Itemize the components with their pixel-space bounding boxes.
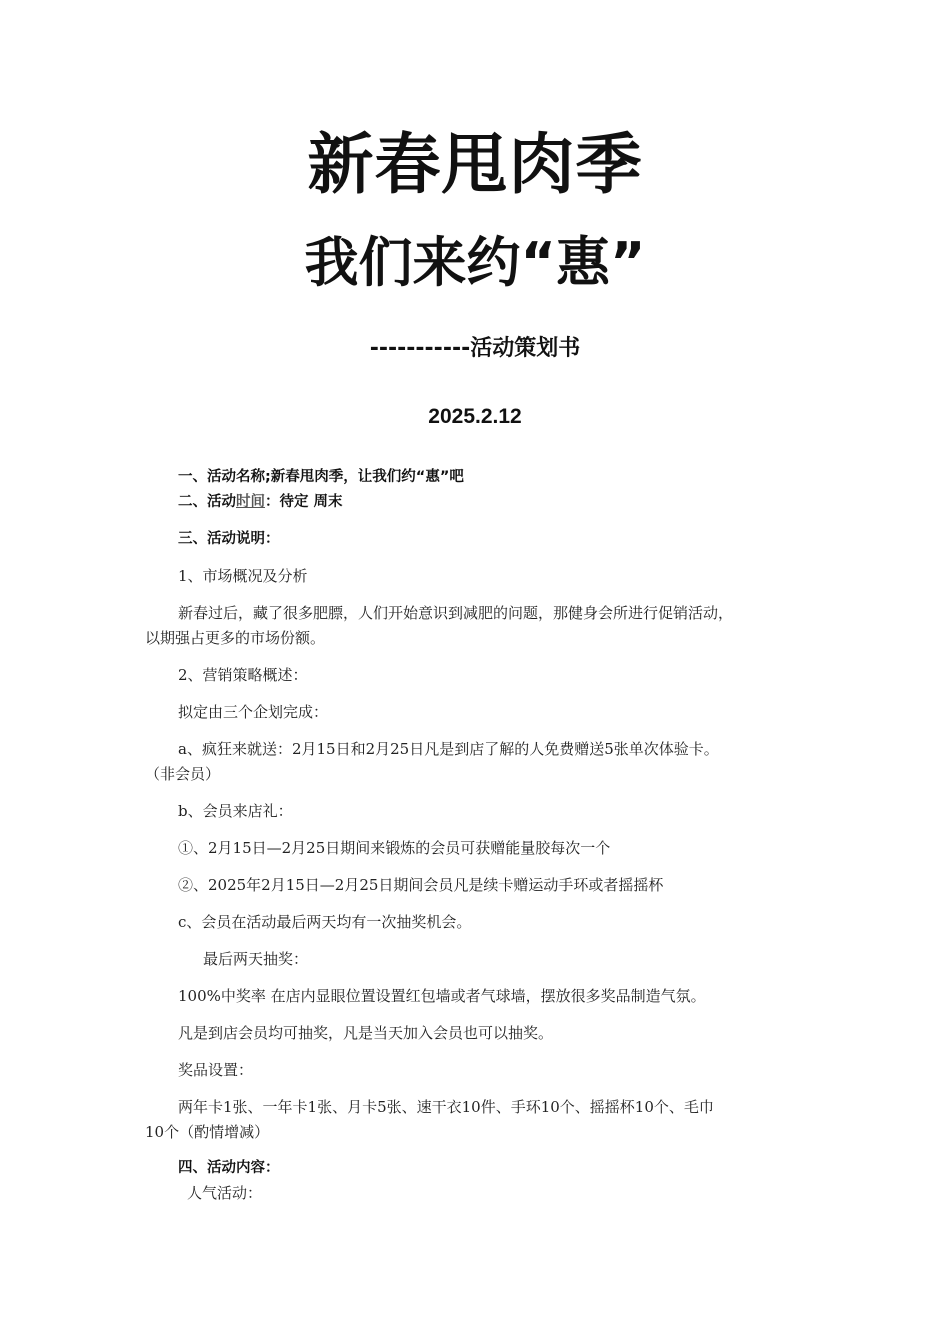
document-date: 2025.2.12 <box>428 405 522 428</box>
lottery-text-2: 凡是到店会员均可抽奖，凡是当天加入会员也可以抽奖。 <box>178 1024 554 1042</box>
lottery-text-1: 100%中奖率 在店内显眼位置设置红包墙或者气球墙，摆放很多奖品制造气氛。 <box>178 987 706 1005</box>
popular-activity-heading: 人气活动： <box>187 1184 263 1202</box>
prize-list-2: 10个（酌情增减） <box>145 1123 270 1141</box>
plan-b-item-1: ①、2月15日—2月25日期间来锻炼的会员可获赠能量胶每次一个 <box>178 839 611 857</box>
marketing-strategy-heading: 2、营销策略概述： <box>178 666 308 684</box>
document-subtitle: 我们来约“惠” <box>304 231 646 294</box>
section-activity-description: 三、活动说明： <box>178 531 280 547</box>
document-type: -----------活动策划书 <box>369 336 581 361</box>
market-analysis-heading: 1、市场概况及分析 <box>178 567 308 585</box>
market-analysis-text-1: 新春过后，藏了很多肥膘，人们开始意识到减肥的问题，那健身会所进行促销活动， <box>178 604 734 622</box>
prize-list-1: 两年卡1张、一年卡1张、月卡5张、速干衣10件、手环10个、摇摇杯10个、毛巾 <box>178 1098 714 1116</box>
prize-heading: 奖品设置： <box>178 1061 254 1079</box>
plan-a-text-1: a、疯狂来就送：2月15日和2月25日凡是到店了解的人免费赠送5张单次体验卡。 <box>178 740 719 758</box>
document-title: 新春甩肉季 <box>307 126 643 203</box>
market-analysis-text-2: 以期强占更多的市场份额。 <box>145 629 326 647</box>
section-activity-content: 四、活动内容： <box>178 1160 280 1176</box>
lottery-heading: 最后两天抽奖： <box>203 950 309 968</box>
section-time-prefix: 二、活动 <box>178 494 236 510</box>
plan-a-text-2: （非会员） <box>145 765 221 783</box>
time-link[interactable]: 时间 <box>236 494 265 510</box>
plan-c-text: c、会员在活动最后两天均有一次抽奖机会。 <box>178 913 472 931</box>
section-time-suffix: ：待定 周末 <box>265 494 343 510</box>
marketing-strategy-intro: 拟定由三个企划完成： <box>178 703 329 721</box>
section-activity-name: 一、活动名称;新春甩肉季，让我们约“惠”吧 <box>178 469 464 485</box>
plan-b-heading: b、会员来店礼： <box>178 802 293 820</box>
plan-b-item-2: ②、2025年2月15日—2月25日期间会员凡是续卡赠运动手环或者摇摇杯 <box>178 876 664 894</box>
section-activity-time <box>145 490 833 515</box>
